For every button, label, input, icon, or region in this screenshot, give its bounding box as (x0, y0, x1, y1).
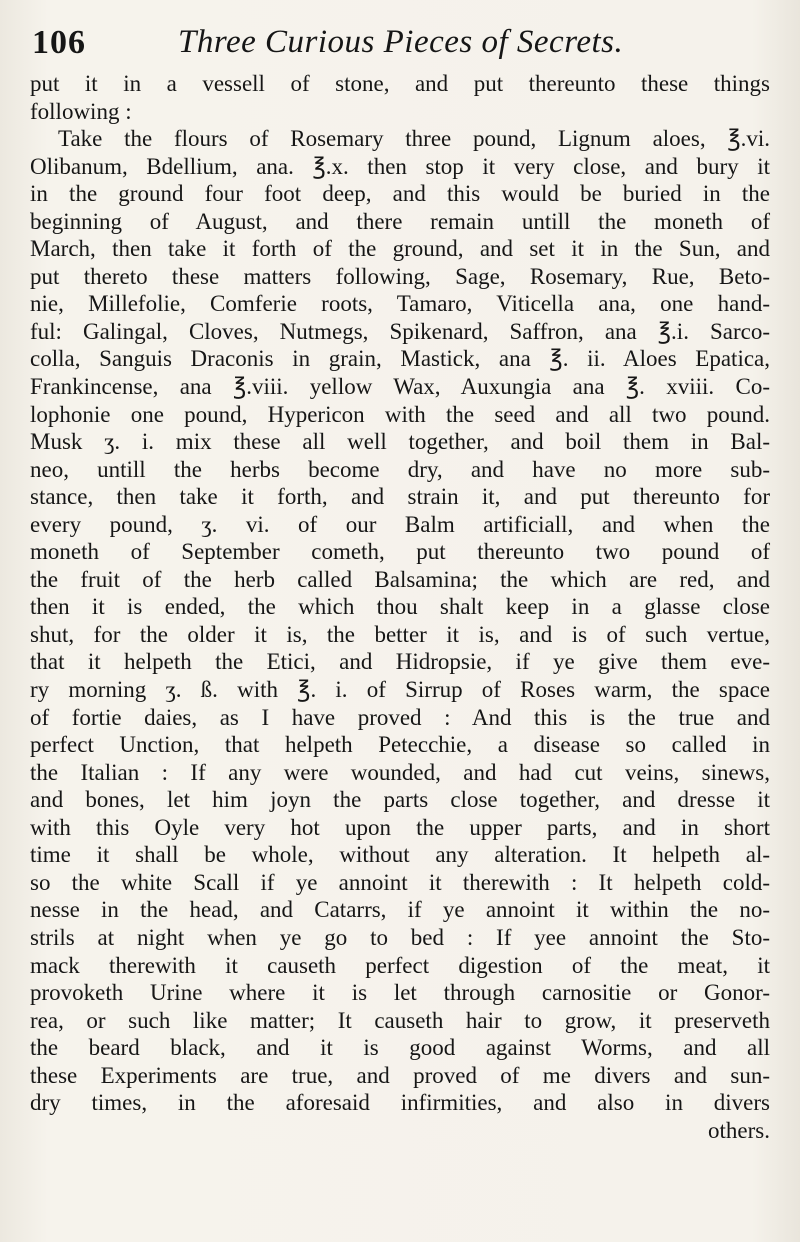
text-line: ful: Galingal, Cloves, Nutmegs, Spikenard, Saffron, ana ℥.i. Sarco- (30, 318, 770, 344)
text-line: nie, Millefolie, Comferie roots, Tamaro, Viticella ana, one hand- (30, 291, 770, 317)
text-line: beginning of August, and there remain untill the moneth of (30, 208, 770, 234)
page-number: 106 (32, 24, 86, 61)
text-line: stance, then take it forth, and strain it, and put thereunto for (30, 484, 770, 510)
page-header (30, 22, 770, 68)
text-line: dry times, in the aforesaid infirmities, and also in divers (30, 1090, 770, 1116)
text-line: the beard black, and it is good against Worms, and all (30, 1035, 770, 1061)
text-line: rea, or such like matter; It causeth hair to grow, it preserveth (30, 1007, 770, 1033)
text-line: that it helpeth the Etici, and Hidropsie, if ye give them eve- (30, 649, 770, 675)
text-line: perfect Unction, that helpeth Petecchie, a disease so called in (30, 732, 770, 758)
text-line: ry morning ʒ. ß. with ℥. i. of Sirrup of Roses warm, the space (30, 677, 770, 703)
text-line: in the ground four foot deep, and this would be buried in the (30, 181, 770, 207)
text-line: these Experiments are true, and proved of me divers and sun- (30, 1062, 770, 1088)
text-line: strils at night when ye go to bed : If yee annoint the Sto- (30, 924, 770, 950)
text-line: the fruit of the herb called Balsamina; the which are red, and (30, 566, 770, 592)
text-line: every pound, ʒ. vi. of our Balm artificiall, and when the (30, 511, 770, 537)
body-text (30, 70, 770, 1144)
text-line: lophonie one pound, Hypericon with the seed and all two pound. (30, 401, 770, 427)
text-line: Musk ʒ. i. mix these all well together, and boil them in Bal- (30, 429, 770, 455)
text-line: March, then take it forth of the ground, and set it in the Sun, and (30, 236, 770, 262)
text-line: provoketh Urine where it is let through carnositie or Gonor- (30, 980, 770, 1006)
text-line: following : (30, 98, 132, 124)
text-line: mack therewith it causeth perfect digestion of the meat, it (30, 952, 770, 978)
text-line: with this Oyle very hot upon the upper parts, and in short (30, 814, 770, 840)
text-line: moneth of September cometh, put thereunto two pound of (30, 539, 770, 565)
text-line: Take the flours of Rosemary three pound, Lignum aloes, ℥.vi. (58, 126, 770, 152)
text-line: Frankincense, ana ℥.viii. yellow Wax, Auxungia ana ℥. xviii. Co- (30, 374, 770, 400)
text-line: put thereto these matters following, Sage, Rosemary, Rue, Beto- (30, 263, 770, 289)
text-line: put it in a vessell of stone, and put thereunto these things (30, 71, 770, 96)
text-line: the Italian : If any were wounded, and had cut veins, sinews, (30, 759, 770, 785)
text-line: so the white Scall if ye annoint it therewith : It helpeth cold- (30, 869, 770, 895)
text-line: time it shall be whole, without any alteration. It helpeth al- (30, 842, 770, 868)
text-line: colla, Sanguis Draconis in grain, Mastick, ana ℥. ii. Aloes Epatica, (30, 346, 770, 372)
text-line: nesse in the head, and Catarrs, if ye annoint it within the no- (30, 897, 770, 923)
text-line: then it is ended, the which thou shalt keep in a glasse close (30, 594, 770, 620)
text-line: neo, untill the herbs become dry, and have no more sub- (30, 456, 770, 482)
running-head: Three Curious Pieces of Secrets. (178, 24, 624, 60)
text-line-final: others. (708, 1117, 770, 1143)
text-line: and bones, let him joyn the parts close together, and dresse it (30, 787, 770, 813)
text-line: of fortie daies, as I have proved : And this is the true and (30, 704, 770, 730)
text-line: Olibanum, Bdellium, ana. ℥.x. then stop it very close, and bury it (30, 153, 770, 179)
text-line: shut, for the older it is, the better it is, and is of such vertue, (30, 621, 770, 647)
